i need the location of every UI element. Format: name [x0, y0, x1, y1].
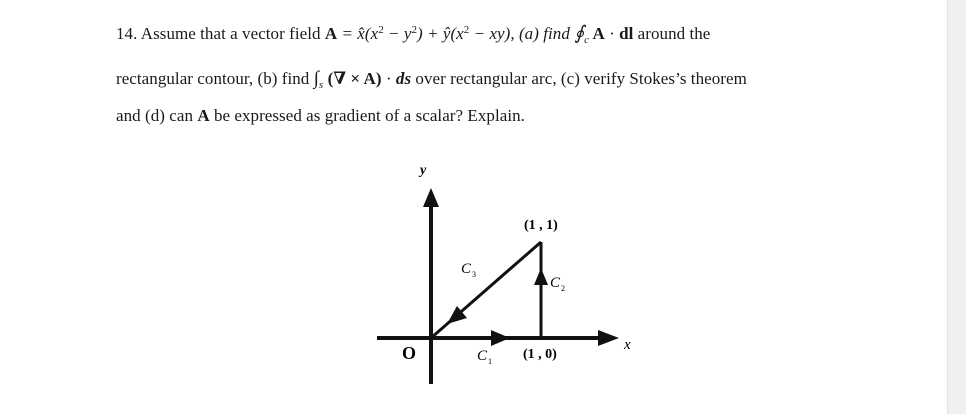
right-scroll-gutter [947, 0, 966, 414]
origin-label: O [402, 343, 417, 363]
vector-A: A [197, 106, 210, 125]
c2-subscript: 2 [561, 284, 565, 293]
point-1-0-label: (1 , 0) [523, 347, 557, 362]
x-axis-label: x [624, 337, 631, 353]
vector-dl: dl [619, 24, 634, 43]
dot-operator: · [381, 69, 396, 88]
integral-symbol: ∫ [313, 68, 319, 89]
c2-label: C [550, 275, 561, 291]
point-1-1-label: (1 , 1) [524, 218, 558, 233]
exponent: 2 [411, 24, 418, 36]
exponent: 2 [378, 24, 384, 36]
c2-direction-arrow [534, 268, 548, 285]
text-segment: Assume that a vector field [140, 24, 325, 43]
x-axis-arrowhead [598, 330, 619, 346]
problem-number: 14. [116, 24, 138, 43]
vector-ds: ds [395, 69, 412, 88]
vector-A: A [324, 24, 338, 43]
text-segment: and (d) can [116, 106, 198, 125]
math-segment: − y [383, 24, 412, 43]
vector-A: A [589, 24, 605, 43]
integral-subscript: s [318, 79, 324, 91]
text-segment: over rectangular arc, (c) verify Stokes’s theorem [411, 69, 747, 88]
dot-operator: · [604, 24, 620, 43]
y-axis-arrowhead [423, 188, 439, 207]
math-segment: = x̂(x [337, 24, 379, 43]
exponent: 2 [463, 24, 470, 36]
math-segment: − xy), (a) find [469, 24, 575, 43]
math-segment: ) + ŷ(x [417, 24, 464, 43]
c3-subscript: 3 [472, 270, 476, 279]
text-segment: around the [633, 24, 711, 43]
c1-label: C [477, 348, 488, 364]
c1-direction-arrow [491, 330, 510, 346]
text-segment: rectangular contour, (b) find [116, 69, 314, 88]
contour-integral-symbol: ∮ [574, 23, 585, 44]
c1-subscript: 1 [488, 357, 492, 366]
y-axis-label: y [420, 163, 427, 178]
curl-expression: (∇ × A) [323, 69, 382, 88]
integral-subscript: c [584, 34, 590, 46]
text-segment: be expressed as gradient of a scalar? Explain. [209, 106, 525, 125]
c3-label: C [461, 261, 472, 277]
